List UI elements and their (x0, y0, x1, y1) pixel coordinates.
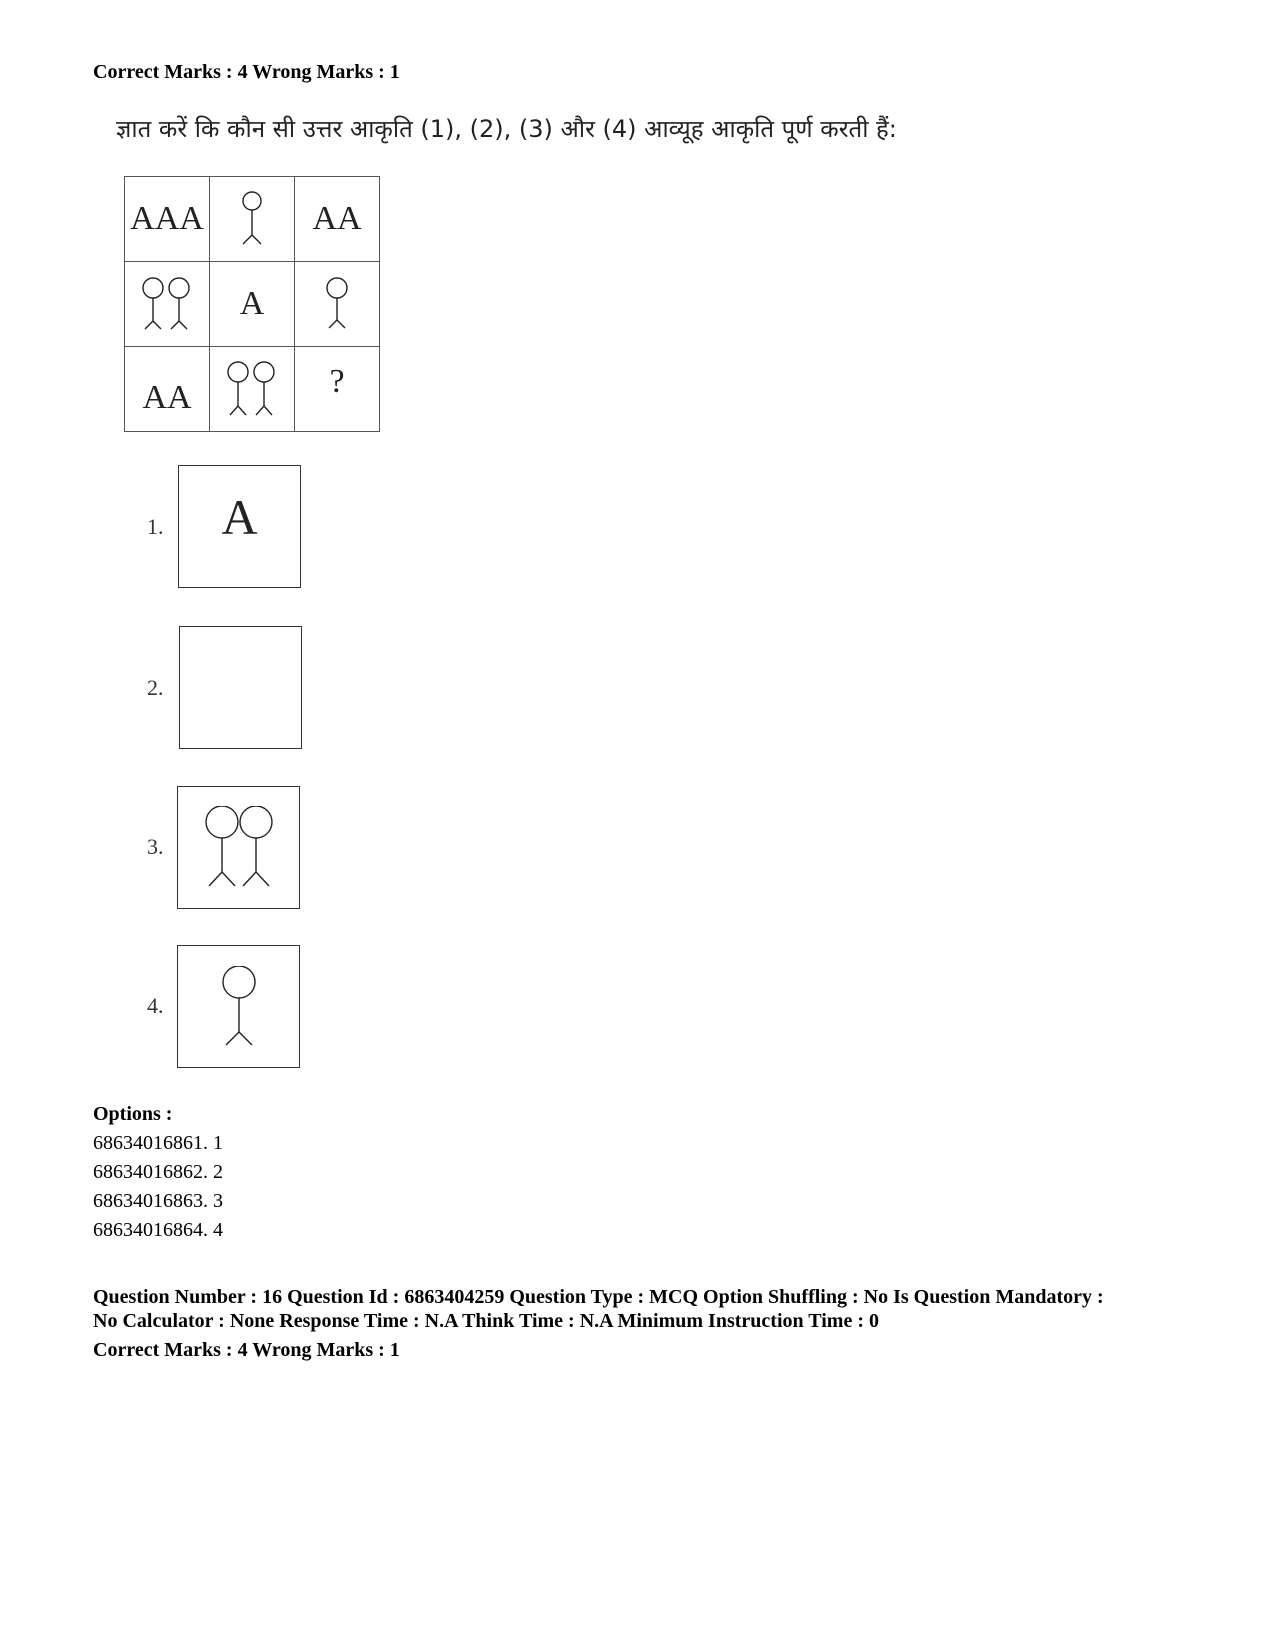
options-heading: Options : (93, 1103, 173, 1125)
matrix-cell-r3c3: ? (295, 347, 380, 432)
answer-figure-2 (179, 626, 302, 749)
matrix-figure (124, 176, 380, 432)
stick-figure-icon (219, 966, 259, 1048)
answer-figure-2-number: 2. (147, 675, 164, 700)
answer-figure-3-number: 3. (147, 834, 164, 859)
matrix-cell-r1c1: AAA (125, 177, 210, 262)
question-text: ज्ञात करें कि कौन सी उत्तर आकृति (1), (2), (3) और (4) आव्यूह आकृति पूर्ण करती हैं: (116, 115, 897, 143)
question-meta-line-1: Question Number : 16 Question Id : 6863404259 Question Type : MCQ Option Shuffling : No Is Question Mandatory : (93, 1286, 1104, 1308)
option-3: 68634016863. 3 (93, 1190, 223, 1212)
answer-figure-4-number: 4. (147, 993, 164, 1018)
matrix-cell-r1c3: AA (295, 177, 380, 262)
answer-figure-3 (177, 786, 300, 909)
two-stick-figures-icon (139, 276, 195, 332)
answer-figure-4 (177, 945, 300, 1068)
matrix-cell-r2c1 (125, 262, 210, 347)
matrix-cell-r1c2 (210, 177, 295, 262)
matrix-cell-r3c2 (210, 347, 295, 432)
matrix-cell-r2c2: A (210, 262, 295, 347)
correct-wrong-marks-top: Correct Marks : 4 Wrong Marks : 1 (93, 61, 400, 83)
stick-figure-icon (237, 191, 267, 247)
answer-figure-1-letter: A (221, 488, 258, 545)
matrix-cell-r3c1: AA (125, 347, 210, 432)
option-1: 68634016861. 1 (93, 1132, 223, 1154)
question-meta-line-2: No Calculator : None Response Time : N.A Think Time : N.A Minimum Instruction Time : 0 (93, 1310, 879, 1332)
two-stick-figures-icon (203, 806, 275, 890)
option-4: 68634016864. 4 (93, 1219, 223, 1241)
matrix-cell-r2c3 (295, 262, 380, 347)
correct-wrong-marks-bottom: Correct Marks : 4 Wrong Marks : 1 (93, 1339, 400, 1361)
option-2: 68634016862. 2 (93, 1161, 223, 1183)
answer-figure-1-number: 1. (147, 514, 164, 539)
stick-figure-icon (322, 276, 352, 332)
answer-figure-1 (178, 465, 301, 588)
two-stick-figures-icon (224, 360, 280, 418)
